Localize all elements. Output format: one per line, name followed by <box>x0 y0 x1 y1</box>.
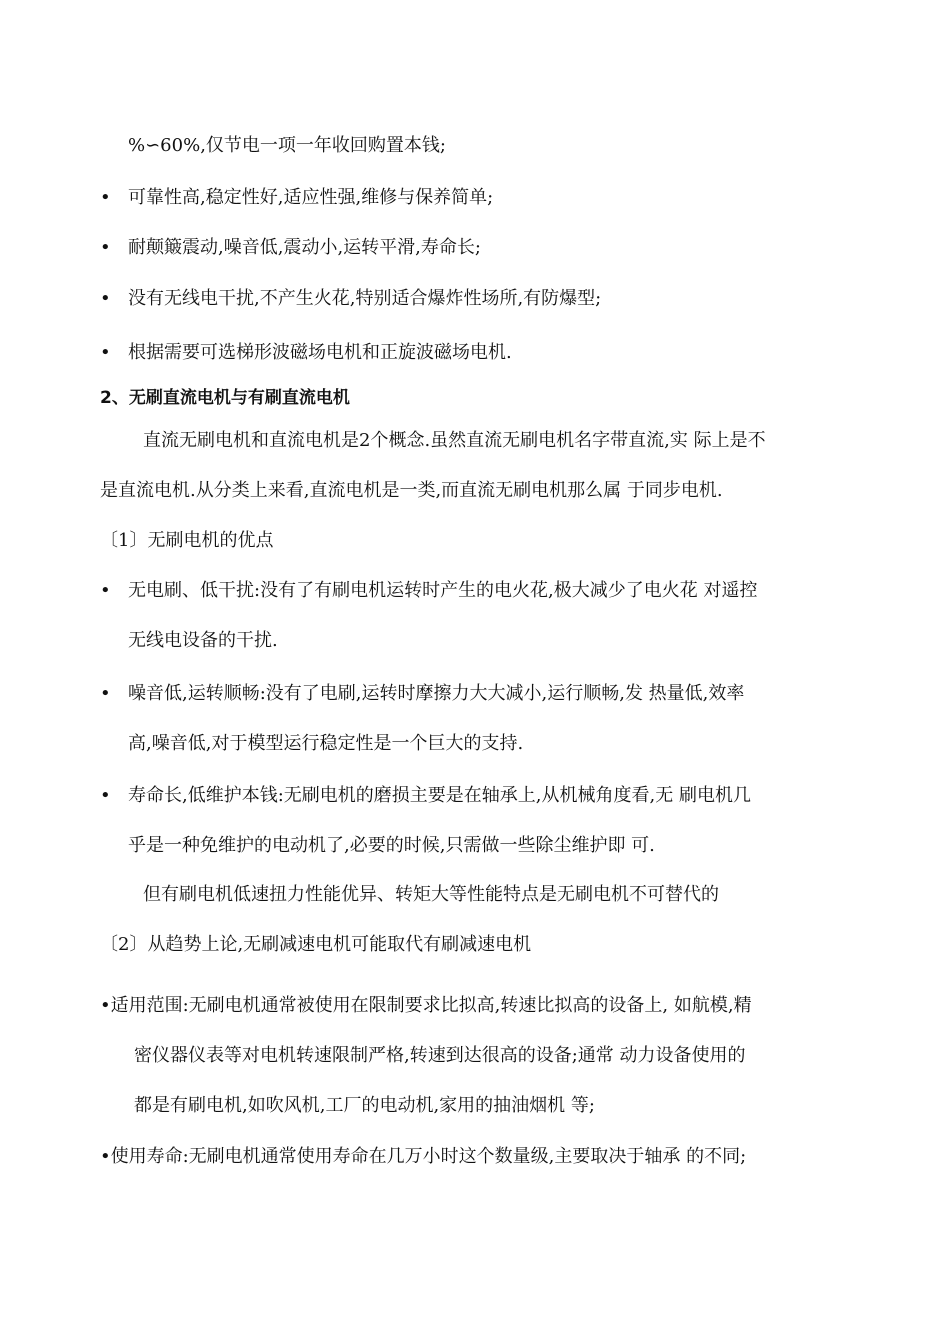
bullet-icon: • <box>100 785 111 806</box>
list-item: •使用寿命:无刷电机通常使用寿命在几万小时这个数量级,主要取决于轴承 的不同; <box>100 1146 747 1167</box>
list-item-continuation: 高,噪音低,对于模型运行稳定性是一个巨大的支持. <box>128 733 524 754</box>
list-item-continuation: 无线电设备的干扰. <box>128 630 278 651</box>
bullet-icon: • <box>100 580 111 601</box>
list-item: 无电刷、低干扰:没有了有刷电机运转时产生的电火花,极大减少了电火花 对遥控 <box>128 580 758 601</box>
list-item: 耐颠簸震动,噪音低,震动小,运转平滑,寿命长; <box>128 237 481 258</box>
paragraph-line: 是直流电机.从分类上来看,直流电机是一类,而直流无刷电机那么属 于同步电机. <box>100 480 723 501</box>
bullet-icon: • <box>100 683 111 704</box>
bullet-icon: • <box>100 342 111 363</box>
list-item: 可靠性高,稳定性好,适应性强,维修与保养简单; <box>128 187 494 208</box>
section-heading: 2、无刷直流电机与有刷直流电机 <box>100 388 350 408</box>
list-item-continuation: 乎是一种免维护的电动机了,必要的时候,只需做一些除尘维护即 可. <box>128 835 655 856</box>
list-item-continuation: 密仪器仪表等对电机转速限制严格,转速到达很高的设备;通常 动力设备使用的 <box>134 1045 746 1066</box>
list-item-continuation: 都是有刷电机,如吹风机,工厂的电动机,家用的抽油烟机 等; <box>134 1095 595 1116</box>
list-item: 寿命长,低维护本钱:无刷电机的磨损主要是在轴承上,从机械角度看,无 刷电机几 <box>128 785 751 806</box>
text-line: %∽60%,仅节电一项一年收回购置本钱; <box>128 135 446 156</box>
paragraph-line: 直流无刷电机和直流电机是2个概念.虽然直流无刷电机名字带直流,实 际上是不 <box>143 430 766 451</box>
list-item: •适用范围:无刷电机通常被使用在限制要求比拟高,转速比拟高的设备上, 如航模,精 <box>100 995 752 1016</box>
list-item: 没有无线电干扰,不产生火花,特别适合爆炸性场所,有防爆型; <box>128 288 602 309</box>
subsection-heading: 〔1〕无刷电机的优点 <box>100 530 274 551</box>
list-item: 噪音低,运转顺畅:没有了电刷,运转时摩擦力大大减小,运行顺畅,发 热量低,效率 <box>128 683 745 704</box>
bullet-icon: • <box>100 187 111 208</box>
paragraph-line: 但有刷电机低速扭力性能优异、转矩大等性能特点是无刷电机不可替代的 <box>143 884 719 905</box>
list-item: 根据需要可选梯形波磁场电机和正旋波磁场电机. <box>128 342 512 363</box>
bullet-icon: • <box>100 237 111 258</box>
subsection-heading: 〔2〕从趋势上论,无刷减速电机可能取代有刷减速电机 <box>100 934 532 955</box>
bullet-icon: • <box>100 288 111 309</box>
